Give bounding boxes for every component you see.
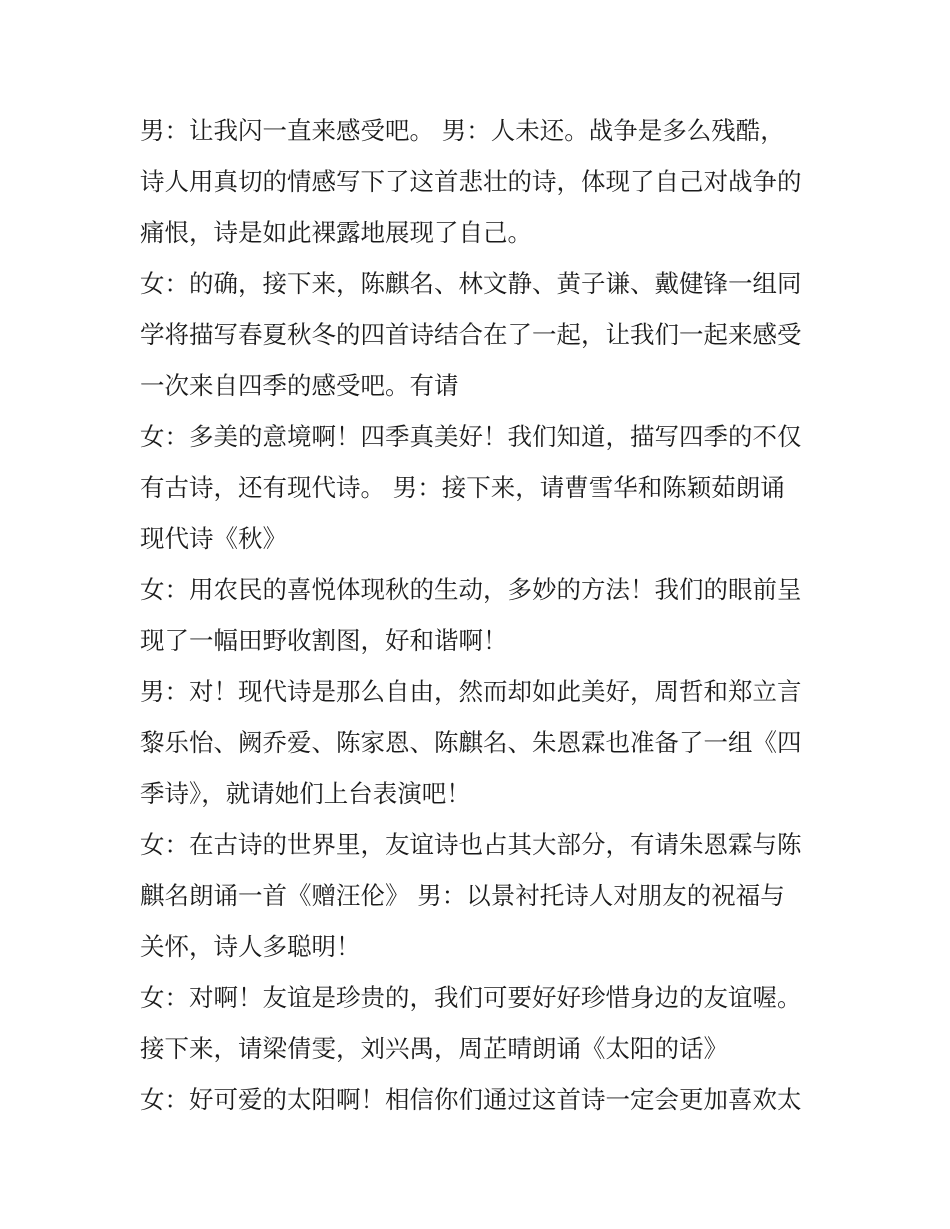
text-line: 学将描写春夏秋冬的四首诗结合在了一起，让我们一起来感受 — [140, 320, 802, 349]
text-line: 关怀，诗人多聪明！ — [140, 932, 361, 961]
text-line: 现了一幅田野收割图，好和谐啊！ — [140, 626, 508, 655]
text-line: 有古诗，还有现代诗。 男：接下来，请曹雪华和陈颖茹朗诵 — [140, 473, 785, 502]
text-line: 男：对！现代诗是那么自由，然而却如此美好，周哲和郑立言 — [140, 677, 802, 706]
text-line: 一次来自四季的感受吧。有请 — [140, 371, 459, 400]
text-line: 现代诗《秋》 — [140, 524, 287, 553]
document-body — [140, 105, 820, 1125]
text-line: 女：好可爱的太阳啊！相信你们通过这首诗一定会更加喜欢太 — [140, 1085, 802, 1114]
text-line: 女：的确，接下来，陈麒名、林文静、黄子谦、戴健锋一组同 — [140, 269, 802, 298]
text-line: 女：在古诗的世界里，友谊诗也占其大部分，有请朱恩霖与陈 — [140, 830, 802, 859]
text-line: 麒名朗诵一首《赠汪伦》 男：以景衬托诗人对朋友的祝福与 — [140, 881, 785, 910]
text-line: 接下来，请梁倩雯，刘兴禺，周芷晴朗诵《太阳的话》 — [140, 1034, 728, 1063]
text-line: 女：用农民的喜悦体现秋的生动，多妙的方法！我们的眼前呈 — [140, 575, 802, 604]
text-line: 黎乐怡、阙乔爱、陈家恩、陈麒名、朱恩霖也准备了一组《四 — [140, 728, 802, 757]
text-line: 男：让我闪一直来感受吧。 男：人未还。战争是多么残酷， — [140, 116, 785, 145]
text-line: 女：多美的意境啊！四季真美好！我们知道，描写四季的不仅 — [140, 422, 802, 451]
text-line: 女：对啊！友谊是珍贵的，我们可要好好珍惜身边的友谊喔。 — [140, 983, 802, 1012]
text-line: 诗人用真切的情感写下了这首悲壮的诗，体现了自己对战争的 — [140, 167, 802, 196]
text-line: 季诗》，就请她们上台表演吧！ — [140, 779, 471, 808]
text-line: 痛恨，诗是如此裸露地展现了自己。 — [140, 218, 532, 247]
